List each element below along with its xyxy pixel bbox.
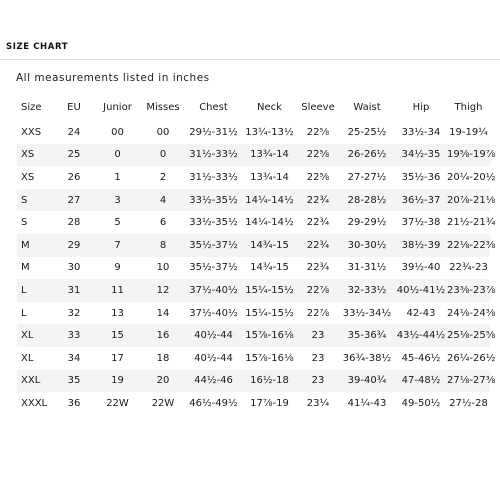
cell-thigh: 22⅛-22⅜ — [447, 234, 490, 257]
cell-junior: 13 — [111, 307, 124, 319]
cell-thigh: 23⅜-23⅞ — [447, 279, 490, 302]
cell-hip: 33½-34 — [401, 126, 441, 138]
cell-junior: 5 — [114, 217, 121, 229]
cell-chest: 33½-35½ — [185, 189, 242, 212]
cell-neck: 14¼-14½ — [245, 217, 294, 229]
cell-hip: 45-46½ — [401, 352, 441, 364]
cell-hip: 37½-38 — [401, 217, 441, 229]
cell-neck: 15¼-15½ — [245, 307, 294, 319]
table-row — [17, 211, 490, 234]
cell-misses: 8 — [141, 234, 185, 257]
cell-neck: 14¾-15 — [242, 234, 297, 257]
cell-eu: 28 — [67, 217, 81, 229]
cell-neck: 13¾-14 — [250, 171, 289, 183]
cell-hip: 39½-40 — [401, 262, 441, 274]
cell-size: XS — [17, 144, 54, 167]
cell-junior: 22W — [106, 397, 129, 409]
cell-thigh: 19-19¼ — [449, 126, 488, 138]
cell-thigh: 20¼-20½ — [447, 171, 496, 183]
cell-waist: 29-29½ — [347, 217, 387, 229]
header-misses: Misses — [146, 102, 180, 113]
cell-junior: 1 — [114, 171, 121, 183]
cell-thigh: 20⅞-21⅛ — [447, 189, 490, 212]
cell-junior: 11 — [94, 279, 141, 302]
cell-eu: 24 — [67, 126, 81, 138]
cell-size: S — [21, 217, 28, 229]
cell-misses: 22W — [151, 397, 175, 409]
cell-junior: 19 — [94, 370, 141, 393]
cell-eu: 31 — [54, 279, 94, 302]
table-row — [17, 257, 490, 280]
cell-waist: 28-28½ — [339, 189, 395, 212]
cell-waist: 31-31½ — [347, 262, 387, 274]
cell-junior: 15 — [94, 324, 141, 347]
cell-eu: 29 — [54, 234, 94, 257]
table-row — [17, 144, 490, 167]
cell-hip: 47-48½ — [395, 370, 447, 393]
table-row — [17, 302, 490, 325]
cell-neck: 14¾-15 — [250, 262, 289, 274]
cell-thigh: 26¼-26½ — [447, 352, 496, 364]
cell-sleeve: 23 — [311, 352, 325, 364]
cell-eu: 25 — [54, 144, 94, 167]
size-chart-table — [17, 94, 496, 415]
cell-chest: 46½-49½ — [189, 397, 238, 409]
cell-chest: 37½-40½ — [185, 279, 242, 302]
table-row — [17, 279, 490, 302]
table-row — [17, 189, 490, 212]
title-divider — [0, 59, 500, 60]
cell-neck: 15¼-15½ — [242, 279, 297, 302]
table-row — [17, 121, 490, 144]
cell-sleeve: 22¾ — [306, 217, 330, 229]
cell-hip: 36½-37 — [395, 189, 447, 212]
cell-misses: 14 — [156, 307, 170, 319]
cell-chest: 31½-33½ — [189, 171, 238, 183]
cell-misses: 20 — [141, 370, 185, 393]
cell-sleeve: 22¾ — [297, 189, 339, 212]
header-chest: Chest — [199, 102, 228, 113]
cell-neck: 13¼-13½ — [245, 126, 294, 138]
cell-sleeve: 22¾ — [306, 262, 330, 274]
cell-size: M — [21, 262, 30, 274]
cell-chest: 40½-44 — [194, 352, 233, 364]
cell-eu: 34 — [67, 352, 81, 364]
cell-eu: 26 — [67, 171, 81, 183]
cell-size: L — [17, 279, 54, 302]
table-header-row — [17, 94, 490, 121]
header-neck: Neck — [257, 102, 282, 113]
cell-thigh: 27⅛-27⅜ — [447, 370, 490, 393]
cell-thigh: 25⅛-25⅝ — [447, 324, 490, 347]
header-eu: EU — [67, 102, 81, 113]
table-body — [17, 121, 496, 415]
cell-thigh: 19⅝-19⅞ — [447, 144, 490, 167]
cell-junior: 7 — [94, 234, 141, 257]
cell-neck: 16½-18 — [242, 370, 297, 393]
table-row — [17, 347, 490, 370]
table-row — [17, 234, 490, 257]
cell-thigh: 27½-28 — [449, 397, 488, 409]
cell-sleeve: 22⅝ — [306, 171, 330, 183]
cell-chest: 29½-31½ — [189, 126, 238, 138]
cell-misses: 0 — [141, 144, 185, 167]
cell-waist: 35-36¾ — [339, 324, 395, 347]
cell-sleeve: 22¾ — [297, 234, 339, 257]
cell-size: XL — [21, 352, 34, 364]
header-junior: Junior — [103, 102, 132, 113]
cell-waist: 33½-34½ — [342, 307, 392, 319]
cell-chest: 40½-44 — [185, 324, 242, 347]
cell-hip: 34½-35 — [395, 144, 447, 167]
cell-thigh: 24⅛-24⅜ — [447, 307, 496, 319]
header-size: Size — [21, 102, 42, 113]
cell-size: S — [17, 189, 54, 212]
cell-waist: 27-27½ — [347, 171, 387, 183]
measurement-note: All measurements listed in inches — [16, 72, 210, 84]
cell-junior: 0 — [94, 144, 141, 167]
cell-chest: 33½-35½ — [189, 217, 238, 229]
header-waist: Waist — [353, 102, 381, 113]
cell-chest: 35½-37½ — [189, 262, 238, 274]
cell-thigh: 21½-21¾ — [447, 217, 496, 229]
cell-hip: 49-50½ — [401, 397, 441, 409]
cell-waist: 25-25½ — [347, 126, 387, 138]
cell-hip: 42-43 — [406, 307, 436, 319]
cell-size: XXS — [21, 126, 42, 138]
cell-neck: 17⅞-19 — [250, 397, 289, 409]
cell-sleeve: 22⅝ — [297, 144, 339, 167]
cell-junior: 00 — [111, 126, 124, 138]
cell-misses: 6 — [159, 217, 167, 229]
cell-junior: 17 — [111, 352, 124, 364]
cell-chest: 37½-40½ — [189, 307, 238, 319]
cell-misses: 4 — [141, 189, 185, 212]
cell-neck: 14¼-14½ — [242, 189, 297, 212]
cell-junior: 9 — [114, 262, 121, 274]
cell-sleeve: 23 — [297, 324, 339, 347]
cell-thigh: 22¾-23 — [449, 262, 488, 274]
cell-size: XXL — [17, 370, 54, 393]
cell-eu: 27 — [54, 189, 94, 212]
header-thigh: Thigh — [454, 102, 483, 113]
table-row — [17, 370, 490, 393]
cell-size: XS — [21, 171, 35, 183]
cell-neck: 15⅞-16⅛ — [245, 352, 294, 364]
cell-size: M — [17, 234, 54, 257]
cell-misses: 16 — [141, 324, 185, 347]
cell-waist: 36¾-38½ — [342, 352, 392, 364]
header-hip: Hip — [412, 102, 430, 113]
cell-junior: 3 — [94, 189, 141, 212]
cell-misses: 00 — [156, 126, 170, 138]
cell-eu: 35 — [54, 370, 94, 393]
page-title: SIZE CHART — [6, 42, 69, 52]
cell-size: XXXL — [21, 397, 48, 409]
cell-eu: 36 — [67, 397, 81, 409]
cell-sleeve: 22⅞ — [297, 279, 339, 302]
cell-waist: 26-26½ — [339, 144, 395, 167]
cell-misses: 2 — [159, 171, 167, 183]
header-sleeve: Sleeve — [301, 102, 335, 113]
cell-misses: 18 — [156, 352, 170, 364]
cell-chest: 35½-37½ — [185, 234, 242, 257]
cell-hip: 43½-44½ — [395, 324, 447, 347]
cell-waist: 39-40¾ — [339, 370, 395, 393]
cell-misses: 12 — [141, 279, 185, 302]
cell-hip: 35½-36 — [401, 171, 441, 183]
cell-eu: 33 — [54, 324, 94, 347]
cell-eu: 30 — [67, 262, 81, 274]
cell-eu: 32 — [67, 307, 81, 319]
cell-waist: 32-33½ — [339, 279, 395, 302]
cell-neck: 13¾-14 — [242, 144, 297, 167]
cell-chest: 31½-33½ — [185, 144, 242, 167]
cell-neck: 15⅞-16⅛ — [242, 324, 297, 347]
cell-sleeve: 23¼ — [306, 397, 330, 409]
cell-waist: 41¼-43 — [347, 397, 387, 409]
cell-hip: 40½-41½ — [395, 279, 447, 302]
cell-misses: 10 — [156, 262, 170, 274]
table-row — [17, 324, 490, 347]
cell-chest: 44½-46 — [185, 370, 242, 393]
cell-hip: 38½-39 — [395, 234, 447, 257]
table-row — [17, 166, 490, 189]
cell-sleeve: 23 — [297, 370, 339, 393]
cell-size: L — [21, 307, 27, 319]
cell-size: XL — [17, 324, 54, 347]
table-row — [17, 392, 490, 415]
cell-sleeve: 22⅝ — [306, 126, 330, 138]
cell-sleeve: 22⅞ — [306, 307, 330, 319]
cell-waist: 30-30½ — [339, 234, 395, 257]
